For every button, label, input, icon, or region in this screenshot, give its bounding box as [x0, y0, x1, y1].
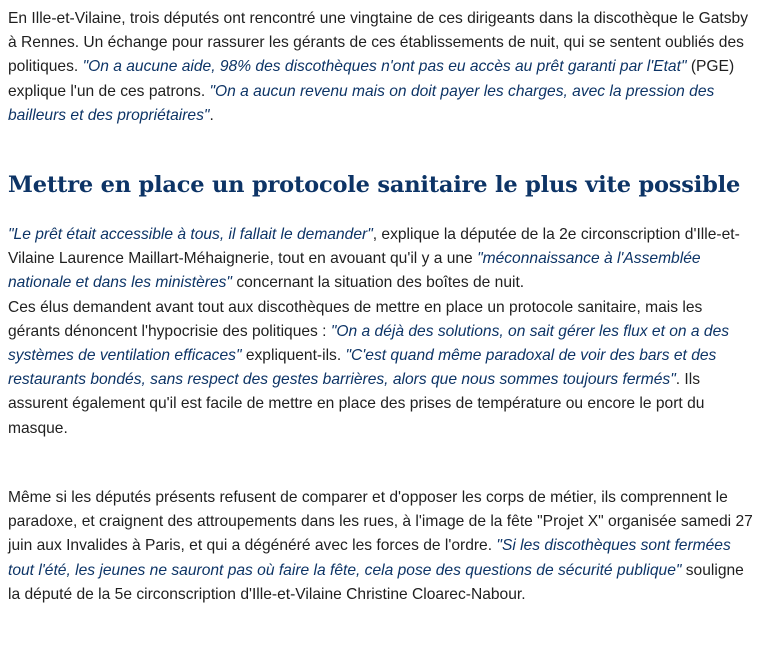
- quote-text: "On a déjà des solutions, on sait gérer les flux et on a des systèmes de ventilation efficaces": [8, 322, 730, 365]
- paragraph-text: . Ils assurent également qu'il est facile de mettre en place des prises de température ou encore le port du masque.: [8, 371, 705, 437]
- paragraph-text: .: [209, 106, 214, 124]
- quote-text: "Si les discothèques sont fermées tout l'été, les jeunes ne sauront pas où faire la fête, cela pose des questions de sécurité publique": [8, 537, 731, 579]
- paragraph-text: souligne la député de la 5e circonscription d'Ille-et-Vilaine Christine Cloarec-Nabour.: [8, 561, 744, 603]
- paragraph-text: , explique la députée de la 2e circonscription d'Ille-et-Vilaine Laurence Maillart-Méhaignerie, tout en avouant qu'il y a une: [8, 226, 740, 268]
- quote-text: "Le prêt était accessible à tous, il fallait le demander": [8, 226, 373, 243]
- paragraph-text: Même si les députés présents refusent de comparer et d'opposer les corps de métier, ils comprennent le paradoxe, et craignent des attroupements dans les rues, à l'image de la fête "Projet X" organisée samedi 27 juin aux Invalides à Paris, et qui a dégénéré avec les forces de l'ordre.: [8, 489, 753, 555]
- paragraph-text: expliquent-ils.: [241, 347, 346, 365]
- paragraph-text: (PGE) explique l'un de ces patrons.: [8, 58, 735, 100]
- paragraph-intro: [8, 7, 753, 128]
- section-heading: Mettre en place un protocole sanitaire le plus vite possible: [8, 172, 741, 198]
- paragraph-text: concernant la situation des boîtes de nuit.: [231, 274, 525, 292]
- quote-text: "C'est quand même paradoxal de voir des bars et des restaurants bondés, sans respect des gestes barrières, alors que nous sommes toujours fermés": [8, 347, 717, 389]
- quote-text: "On a aucun revenu mais on doit payer les charges, avec la pression des bailleurs et des propriétaires": [8, 82, 715, 124]
- paragraph-text: Ces élus demandent avant tout aux discothèques de mettre en place un protocole sanitaire, mais les gérants dénoncent l'hypocrisie des politiques :: [8, 298, 703, 340]
- quote-text: "méconnaissance à l'Assemblée nationale et dans les ministères": [8, 250, 701, 292]
- paragraph-protocol: [8, 223, 753, 441]
- paragraph-text: En Ille-et-Vilaine, trois députés ont rencontré une vingtaine de ces dirigeants dans la discothèque le Gatsby à Rennes. Un échange pour rassurer les gérants de ces établissements de nuit, qui se sentent oubliés des politiques.: [8, 10, 749, 76]
- paragraph-conclusion: [8, 486, 753, 607]
- quote-text: "On a aucune aide, 98% des discothèques n'ont pas eu accès au prêt garanti par l'Etat": [82, 58, 687, 76]
